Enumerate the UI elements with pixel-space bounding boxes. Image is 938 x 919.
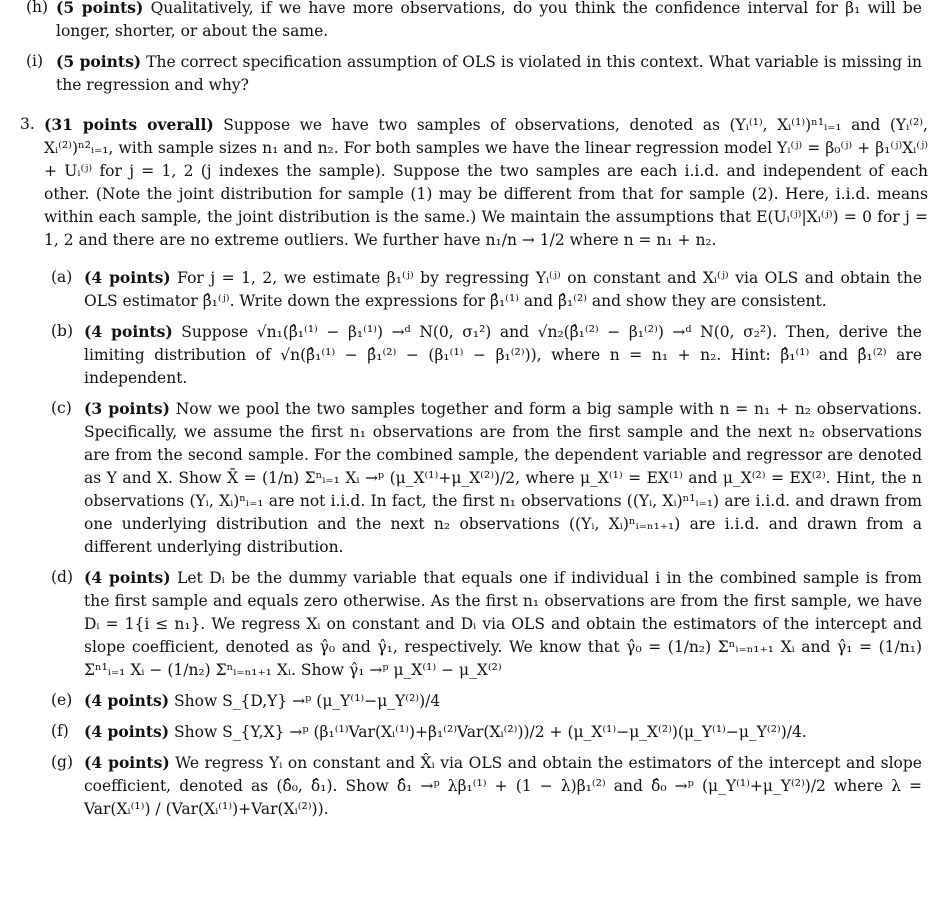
question-3-points: (31 points overall) xyxy=(44,115,214,134)
question-3f-text: Show S_{Y,X} →ᵖ (β₁⁽¹⁾Var(Xᵢ⁽¹⁾)+β₁⁽²⁾Var(Xᵢ⁽²⁾))/2 + (μ_X⁽¹⁾−μ_X⁽²⁾)(μ_Y⁽¹⁾−μ_Y⁽²⁾)/4. xyxy=(174,723,807,741)
question-3a-label: (a) xyxy=(51,268,73,286)
question-3e xyxy=(51,689,922,713)
question-i-text: The correct specification assumption of OLS is violated in this context. What variable is missing in the regression and why? xyxy=(56,53,922,94)
question-h xyxy=(26,0,922,43)
question-3d-text: Let Dᵢ be the dummy variable that equals one if individual i in the combined sample is from the first sample and equals zero otherwise. As the first n₁ observations are from the first sample, we have Dᵢ = 1{i ≤ n₁}. We regress Xᵢ on constant and Dᵢ via OLS and obtain the estimators of the intercept and slope coefficient, denoted as γ̂₀ and γ̂₁, respectively. We know that γ̂₀ = (1/n₂) Σⁿᵢ₌ₙ₁₊₁ Xᵢ and γ̂₁ = (1/n₁) Σⁿ¹ᵢ₌₁ Xᵢ − (1/n₂) Σⁿᵢ₌ₙ₁₊₁ Xᵢ. Show γ̂₁ →ᵖ μ_X⁽¹⁾ − μ_X⁽²⁾ xyxy=(84,569,922,679)
question-3c-text: Now we pool the two samples together and form a big sample with n = n₁ + n₂ observations. Specifically, we assume the first n₁ observations are from the first sample and the next n₂ observations are from the second sample. For the combined sample, the dependent variable and regressor are denoted as Y and X. Show X̄ = (1/n) Σⁿᵢ₌₁ Xᵢ →ᵖ (μ_X⁽¹⁾+μ_X⁽²⁾)/2, where μ_X⁽¹⁾ = EX⁽¹⁾ and μ_X⁽²⁾ = EX⁽²⁾. Hint, the n observations (Yᵢ, Xᵢ)ⁿᵢ₌₁ are not i.i.d. In fact, the first n₁ observations ((Yᵢ, Xᵢ)ⁿ¹ᵢ₌₁) are i.i.d. and drawn from one underlying distribution and the next n₂ observations ((Yᵢ, Xᵢ)ⁿᵢ₌ₙ₁₊₁) are i.i.d. and drawn from a different underlying distribution. xyxy=(84,400,922,556)
question-3f-points: (4 points) xyxy=(84,722,170,741)
question-3d-label: (d) xyxy=(51,568,74,586)
question-3a-points: (4 points) xyxy=(84,268,171,287)
question-3b-label: (b) xyxy=(51,322,74,340)
question-3e-points: (4 points) xyxy=(84,691,170,710)
question-3-text: Suppose we have two samples of observations, denoted as (Yᵢ⁽¹⁾, Xᵢ⁽¹⁾)ⁿ¹ᵢ₌₁ and (Yᵢ⁽²⁾, Xᵢ⁽²⁾)ⁿ²ᵢ₌₁, with sample sizes n₁ and n₂. For both samples we have the linear regression model Yᵢ⁽ʲ⁾ = β₀⁽ʲ⁾ + β₁⁽ʲ⁾Xᵢ⁽ʲ⁾ + Uᵢ⁽ʲ⁾ for j = 1, 2 (j indexes the sample). Suppose the two samples are each i.i.d. and independent of each other. (Note the joint distribution for sample (1) may be different from that for sample (2). Here, i.i.d. means within each sample, the joint distribution is the same.) We maintain the assumptions that E(Uᵢ⁽ʲ⁾|Xᵢ⁽ʲ⁾) = 0 for j = 1, 2 and there are no extreme outliers. We further have n₁/n → 1/2 where n = n₁ + n₂. xyxy=(44,116,928,249)
question-3g-label: (g) xyxy=(51,753,74,771)
question-3 xyxy=(20,113,928,252)
question-i-points: (5 points) xyxy=(56,52,142,71)
question-3a-text: For j = 1, 2, we estimate β₁⁽ʲ⁾ by regressing Yᵢ⁽ʲ⁾ on constant and Xᵢ⁽ʲ⁾ via OLS and obtain the OLS estimator β̂₁⁽ʲ⁾. Write down the expressions for β̂₁⁽¹⁾ and β̂₁⁽²⁾ and show they are consistent. xyxy=(84,269,922,310)
question-i xyxy=(26,50,922,97)
question-3c xyxy=(51,397,922,559)
question-3a xyxy=(51,266,922,313)
question-3g-points: (4 points) xyxy=(84,753,170,772)
question-3e-text: Show S_{D,Y} →ᵖ (μ_Y⁽¹⁾−μ_Y⁽²⁾)/4 xyxy=(174,692,441,710)
question-3e-label: (e) xyxy=(51,691,73,709)
question-3d-points: (4 points) xyxy=(84,568,171,587)
question-3-label: 3. xyxy=(20,115,35,133)
question-3f xyxy=(51,720,922,744)
question-3b xyxy=(51,320,922,390)
question-3g-text: We regress Yᵢ on constant and X̂ᵢ via OLS and obtain the estimators of the intercept and slope coefficient, denoted as (δ̂₀, δ̂₁). Show δ̂₁ →ᵖ λβ₁⁽¹⁾ + (1 − λ)β₁⁽²⁾ and δ̂₀ →ᵖ (μ_Y⁽¹⁾+μ_Y⁽²⁾)/2 where λ = Var(Xᵢ⁽¹⁾) / (Var(Xᵢ⁽¹⁾)+Var(Xᵢ⁽²⁾)). xyxy=(84,754,922,818)
question-3d xyxy=(51,566,922,682)
question-3g xyxy=(51,751,922,821)
question-h-points: (5 points) xyxy=(56,0,144,17)
question-3b-points: (4 points) xyxy=(84,322,173,341)
question-3f-label: (f) xyxy=(51,722,69,740)
question-h-text: Qualitatively, if we have more observations, do you think the confidence interval for β₁ will be longer, shorter, or about the same. xyxy=(56,0,922,40)
question-3b-text: Suppose √n₁(β̂₁⁽¹⁾ − β₁⁽¹⁾) →ᵈ N(0, σ₁²) and √n₂(β̂₁⁽²⁾ − β₁⁽²⁾) →ᵈ N(0, σ₂²). Then, derive the limiting distribution of √n(β̂₁⁽¹⁾ − β̂₁⁽²⁾ − (β₁⁽¹⁾ − β₁⁽²⁾)), where n = n₁ + n₂. Hint: β̂₁⁽¹⁾ and β̂₁⁽²⁾ are independent. xyxy=(84,323,922,387)
question-3c-points: (3 points) xyxy=(84,399,170,418)
question-h-label: (h) xyxy=(26,0,49,16)
question-3c-label: (c) xyxy=(51,399,72,417)
question-i-label: (i) xyxy=(26,52,44,70)
